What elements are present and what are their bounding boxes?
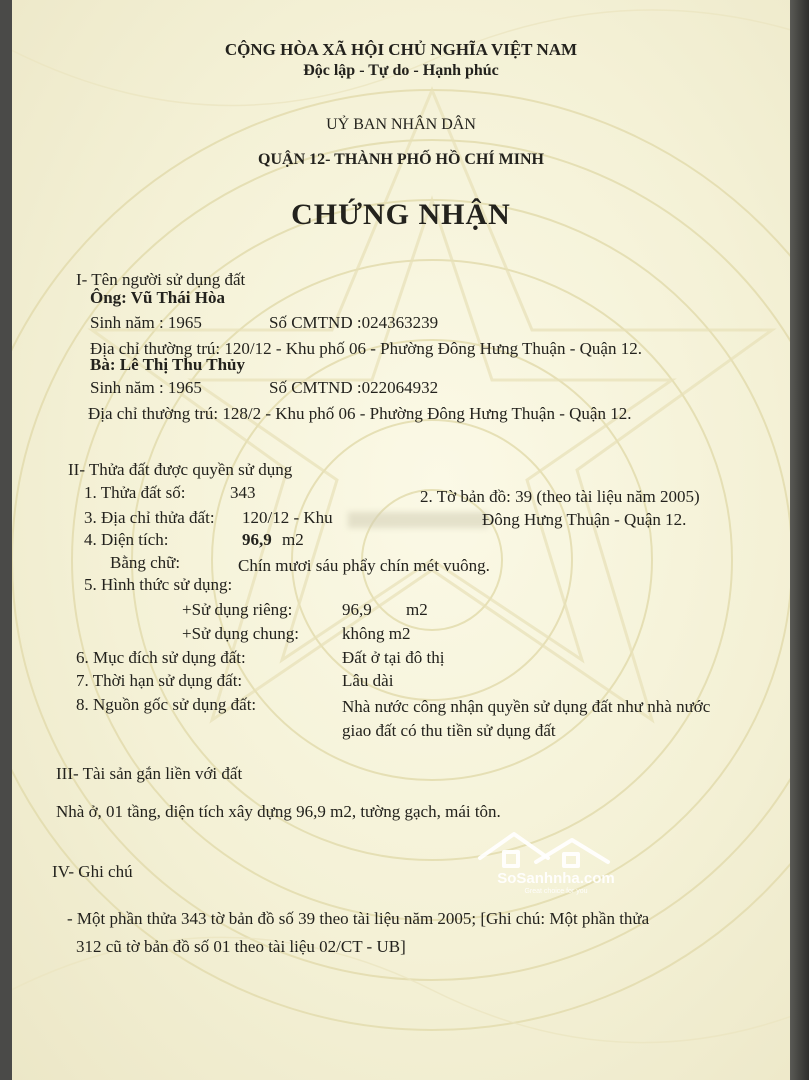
attached-assets: Nhà ở, 01 tầng, diện tích xây dựng 96,9 m2, tường gạch, mái tôn. bbox=[56, 802, 501, 821]
owner-2-id: Số CMTND :022064932 bbox=[269, 378, 439, 397]
owner-1-birth: Sinh năm : 1965 bbox=[90, 313, 202, 332]
owner-2-birth: Sinh năm : 1965 bbox=[90, 378, 202, 397]
issuing-committee: UỶ BAN NHÂN DÂN bbox=[326, 116, 476, 133]
parcel-number-value: 343 bbox=[230, 483, 256, 502]
national-motto: Độc lập - Tự do - Hạnh phúc bbox=[303, 62, 499, 79]
private-use-unit: m2 bbox=[406, 600, 428, 619]
section-4-heading: IV- Ghi chú bbox=[52, 862, 133, 881]
land-purpose-value: Đất ở tại đô thị bbox=[342, 648, 445, 667]
area-label: 4. Diện tích: bbox=[84, 530, 169, 549]
owner-1-id: Số CMTND :024363239 bbox=[269, 313, 439, 332]
parcel-address-value: 120/12 - Khu bbox=[242, 508, 333, 527]
house-roof-icon bbox=[474, 828, 634, 872]
note-line-1: - Một phần thửa 343 tờ bản đồ số 39 theo tài liệu năm 2005; [Ghi chú: Một phần thửa bbox=[67, 909, 650, 928]
area-in-words-label: Bằng chữ: bbox=[110, 553, 181, 572]
land-origin-line-1: Nhà nước công nhận quyền sử dụng đất như nhà nước bbox=[342, 697, 711, 716]
area-value: 96,9 bbox=[242, 530, 272, 549]
owner-2-address: Địa chỉ thường trú: 128/2 - Khu phố 06 - Phường Đông Hưng Thuận - Quận 12. bbox=[88, 404, 632, 423]
land-origin-label: 8. Nguồn gốc sử dụng đất: bbox=[76, 695, 257, 714]
owner-1-address: Địa chỉ thường trú: 120/12 - Khu phố 06 - Phường Đông Hưng Thuận - Quận 12. bbox=[90, 339, 642, 358]
section-3-heading: III- Tài sản gắn liền với đất bbox=[56, 764, 243, 783]
watermark-tagline: Great choice for you bbox=[524, 888, 588, 895]
parcel-number-label: 1. Thửa đất số: bbox=[84, 483, 186, 502]
parcel-address-tail: Đông Hưng Thuận - Quận 12. bbox=[482, 510, 687, 529]
country-name: CỘNG HÒA XÃ HỘI CHỦ NGHĨA VIỆT NAM bbox=[224, 40, 578, 59]
watermark-brand: SoSanhnha.com bbox=[497, 870, 615, 887]
area-in-words-value: Chín mươi sáu phẩy chín mét vuông. bbox=[238, 556, 490, 575]
redaction-smudge bbox=[348, 512, 488, 528]
issuing-district: QUẬN 12- THÀNH PHỐ HỒ CHÍ MINH bbox=[258, 151, 544, 168]
owner-2-name: Bà: Lê Thị Thu Thủy bbox=[90, 355, 245, 374]
certificate-page bbox=[12, 0, 790, 1080]
shared-use-value: không m2 bbox=[342, 624, 411, 643]
private-use-label: +Sử dụng riêng: bbox=[182, 600, 293, 619]
land-purpose-label: 6. Mục đích sử dụng đất: bbox=[76, 648, 246, 667]
binding-edge bbox=[790, 0, 809, 1080]
land-origin-line-2: giao đất có thu tiền sử dụng đất bbox=[342, 721, 556, 740]
sosanhnha-watermark bbox=[474, 828, 634, 898]
map-sheet: 2. Tờ bản đồ: 39 (theo tài liệu năm 2005) bbox=[420, 487, 700, 506]
land-term-label: 7. Thời hạn sử dụng đất: bbox=[76, 671, 243, 690]
parcel-address-label: 3. Địa chỉ thửa đất: bbox=[84, 508, 215, 527]
usage-form-label: 5. Hình thức sử dụng: bbox=[84, 575, 233, 594]
section-1-heading: I- Tên người sử dụng đất bbox=[76, 270, 246, 289]
note-line-2: 312 cũ tờ bản đồ số 01 theo tài liệu 02/CT - UB] bbox=[76, 937, 406, 956]
section-2-heading: II- Thửa đất được quyền sử dụng bbox=[68, 460, 293, 479]
private-use-value: 96,9 bbox=[342, 600, 372, 619]
owner-1-name: Ông: Vũ Thái Hòa bbox=[90, 288, 225, 307]
document-title: CHỨNG NHẬN bbox=[291, 198, 511, 231]
area-unit: m2 bbox=[282, 530, 304, 549]
shared-use-label: +Sử dụng chung: bbox=[182, 624, 300, 643]
land-term-value: Lâu dài bbox=[342, 671, 394, 690]
